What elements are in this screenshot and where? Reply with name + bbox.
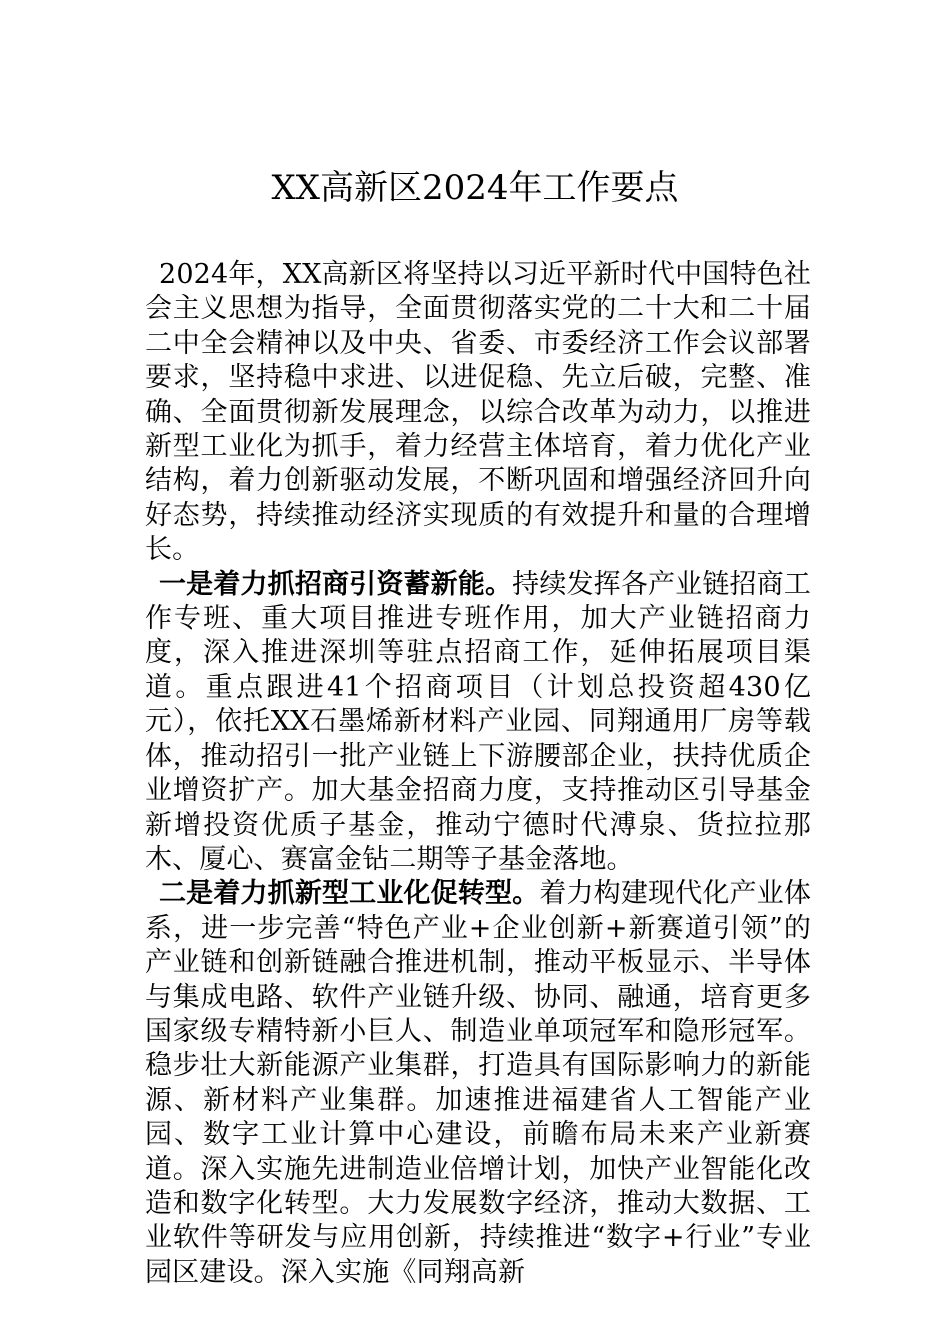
paragraph-text: 着力构建现代化产业体系，进一步完善“特色产业+企业创新+新赛道引领”的产业链和创新链融合推进机制，推动平板显示、半导体与集成电路、软件产业链升级、协同、融通，培育更多国家级专精特新小巨人、制造业单项冠军和隐形冠军。稳步壮大新能源产业集群，打造具有国际影响力的新能源、新材料产业集群。加速推进福建省人工智能产业园、数字工业计算中心建设，前瞻布局未来产业新赛道。深入实施先进制造业倍增计划，加快产业智能化改造和数字化转型。大力发展数字经济，推动大数据、工业软件等研发与应用创新，持续推进“数字+行业”专业园区建设。深入实施《同翔高新 [145, 878, 811, 1288]
paragraph-investment [145, 568, 811, 878]
paragraph-intro [145, 258, 811, 568]
paragraph-text: 2024年，XX高新区将坚持以习近平新时代中国特色社会主义思想为指导，全面贯彻落实党的二十大和二十届二中全会精神以及中央、省委、市委经济工作会议部署要求，坚持稳中求进、以进促稳、先立后破，完整、准确、全面贯彻新发展理念，以综合改革为动力，以推进新型工业化为抓手，着力经营主体培育，着力优化产业结构，着力创新驱动发展，不断巩固和增强经济回升向好态势，持续推动经济实现质的有效提升和量的合理增长。 [145, 259, 811, 566]
paragraph-industrialization [145, 877, 811, 1290]
document-title: XX高新区2024年工作要点 [271, 168, 679, 208]
paragraph-lead: 一是着力抓招商引资蓄新能。 [159, 568, 513, 600]
paragraph-lead: 二是着力抓新型工业化促转型。 [159, 878, 540, 910]
document-body [145, 258, 811, 1290]
paragraph-text: 持续发挥各产业链招商工作专班、重大项目推进专班作用，加大产业链招商力度，深入推进深圳等驻点招商工作，延伸拓展项目渠道。重点跟进41个招商项目（计划总投资超430亿元），依托XX石墨烯新材料产业园、同翔通用厂房等载体，推动招引一批产业链上下游腰部企业，扶持优质企业增资扩产。加大基金招商力度，支持推动区引导基金新增投资优质子基金，推动宁德时代溥泉、货拉拉那木、厦心、赛富金钻二期等子基金落地。 [145, 568, 811, 875]
